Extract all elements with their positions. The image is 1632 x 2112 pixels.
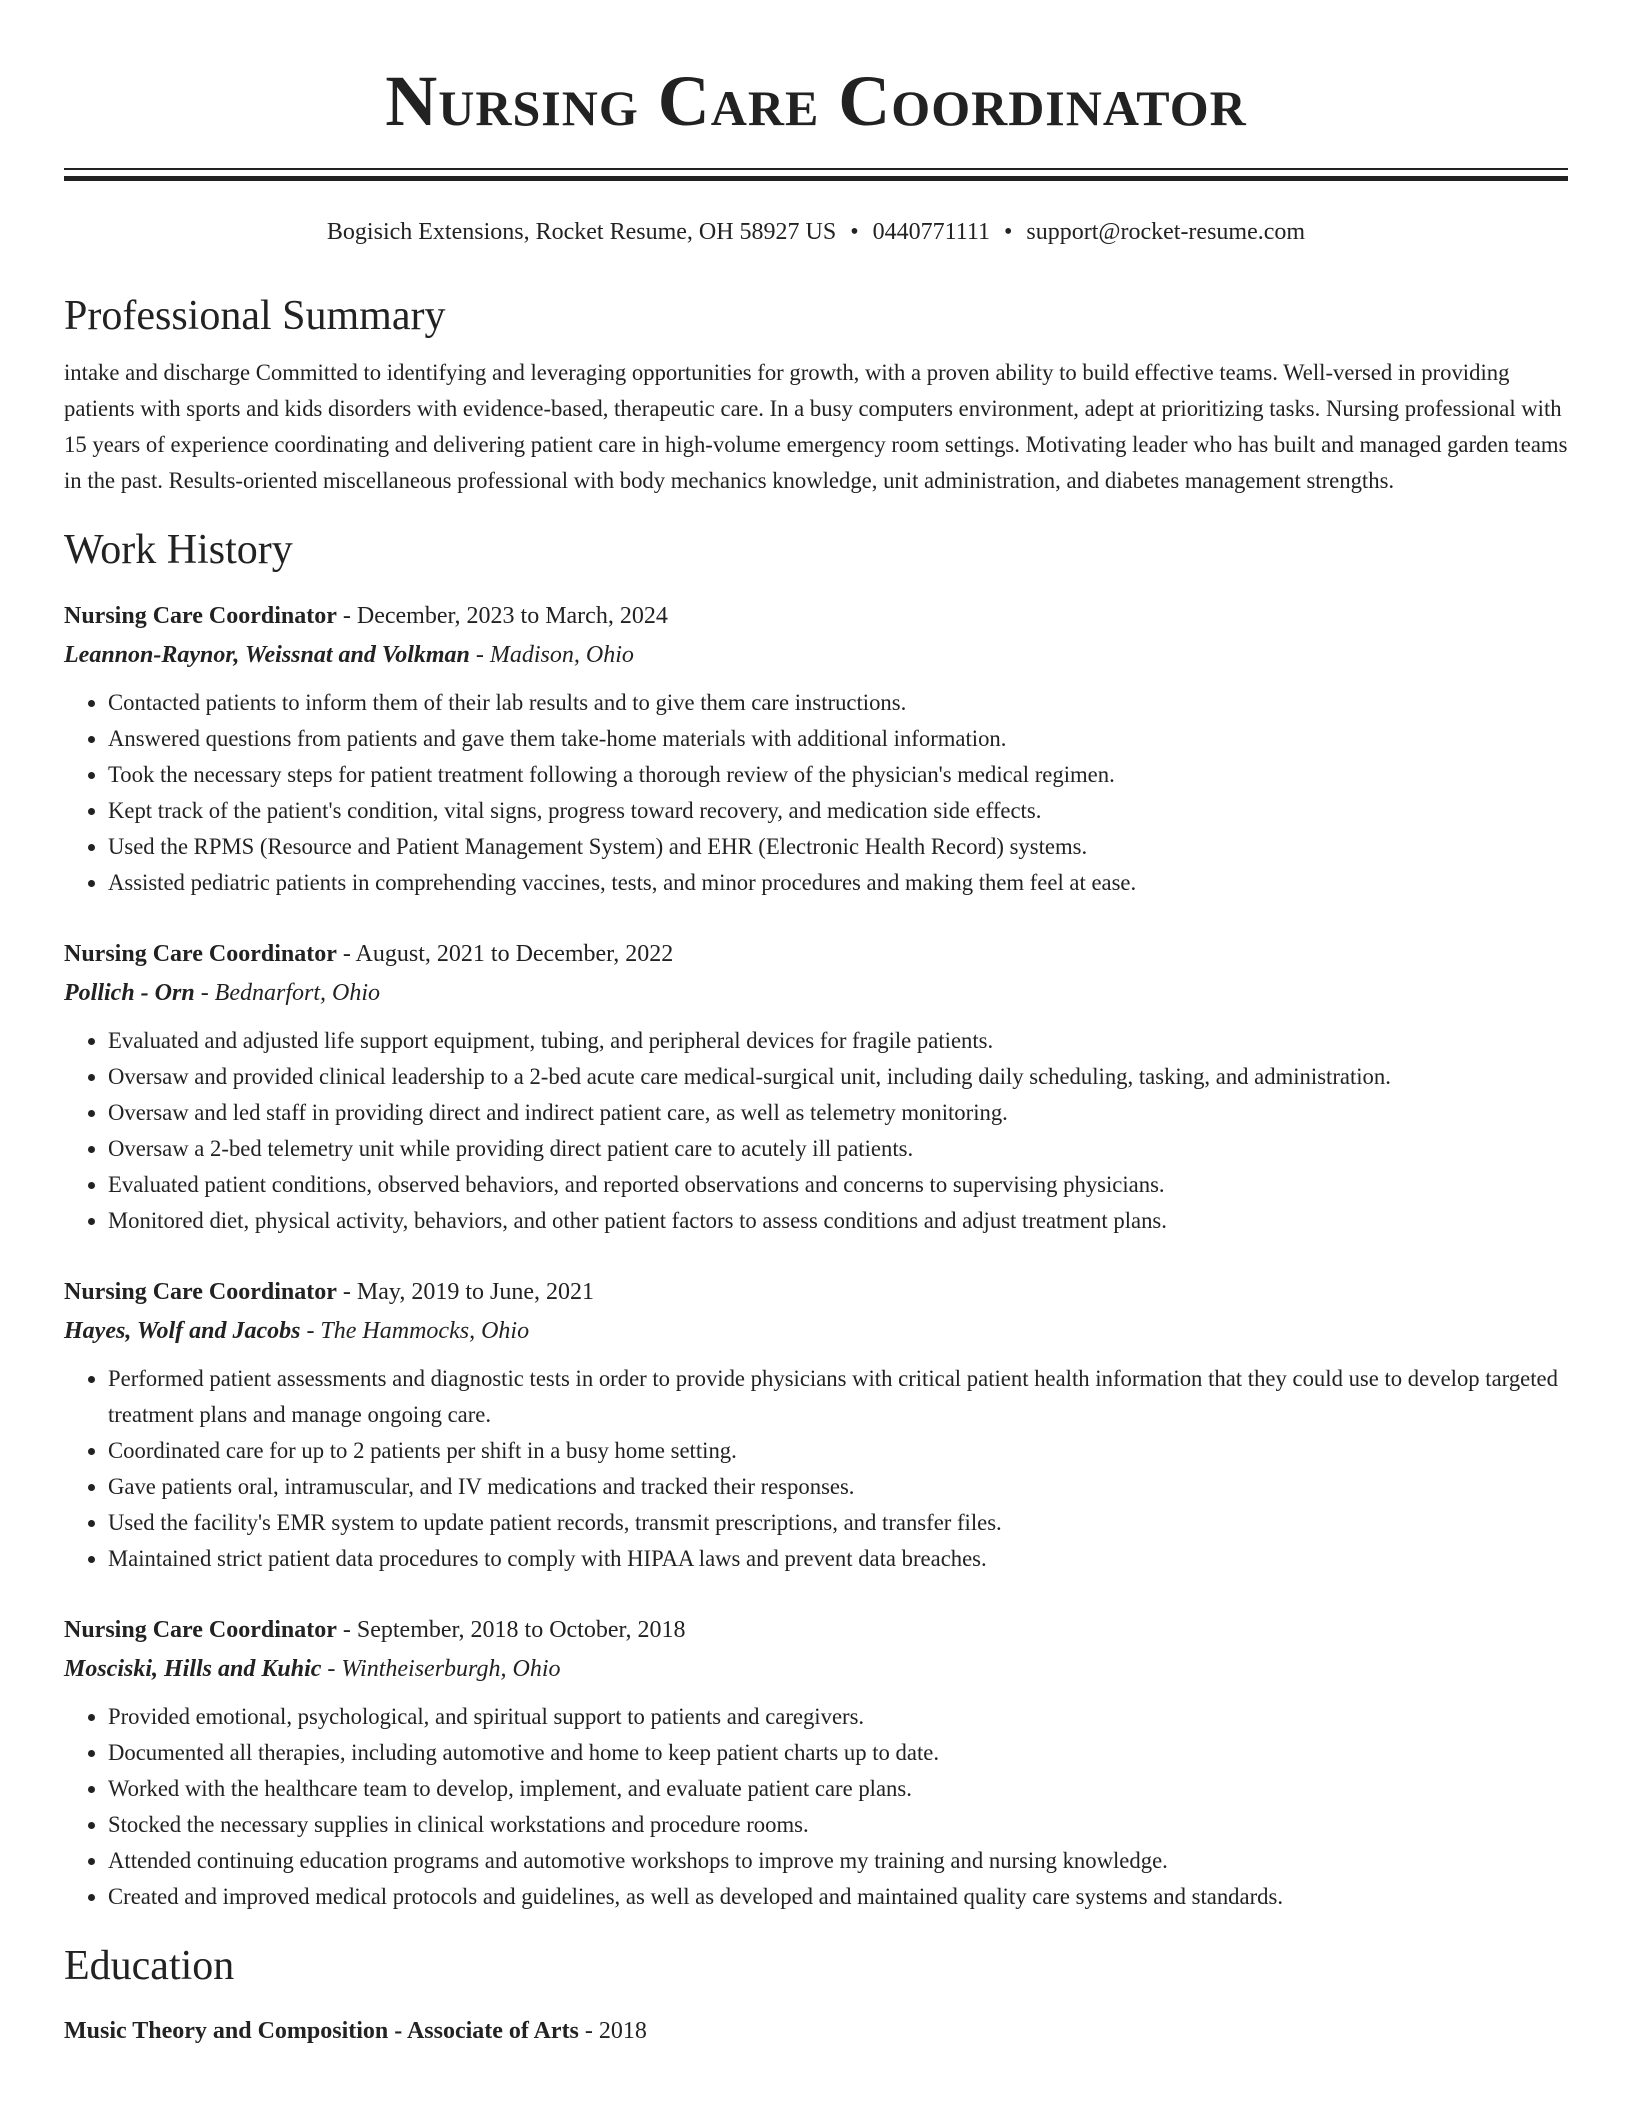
job-location: - Wintheiserburgh, Ohio [321, 1656, 561, 1682]
resume-page [64, 0, 1568, 2047]
contact-email: support@rocket-resume.com [1026, 219, 1306, 245]
job-bullet: • Documented all therapies, including automotive and home to keep patient charts up to date. [108, 1735, 1568, 1771]
education-heading: Education [64, 1943, 235, 1989]
job-bullet: • Performed patient assessments and diagnostic tests in order to provide physicians with critical patient health information that they could use to develop targeted treatment plans and manage ongoing care. [108, 1361, 1568, 1433]
job-bullets [64, 1699, 1568, 1915]
job-bullet: • Monitored diet, physical activity, behaviors, and other patient factors to assess conditions and adjust treatment plans. [108, 1203, 1568, 1239]
job-bullet: • Created and improved medical protocols and guidelines, as well as developed and maintained quality care systems and standards. [108, 1879, 1568, 1915]
job-employer [64, 635, 1568, 675]
job-dates: - December, 2023 to March, 2024 [336, 603, 668, 629]
job-bullet: • Kept track of the patient's condition, vital signs, progress toward recovery, and medication side effects. [108, 793, 1568, 829]
job-entry [64, 597, 1568, 901]
job-title: Nursing Care Coordinator [64, 941, 337, 967]
job-header [64, 935, 1568, 973]
resume-name: Nursing Care Coordinator [385, 61, 1247, 141]
job-location: - The Hammocks, Ohio [300, 1318, 530, 1344]
work-history-heading: Work History [64, 527, 293, 573]
job-location: - Bednarfort, Ohio [194, 980, 381, 1006]
job-entry [64, 1273, 1568, 1577]
job-bullet: • Contacted patients to inform them of their lab results and to give them care instructions. [108, 685, 1568, 721]
education-entry [64, 2015, 1568, 2047]
job-bullet: • Answered questions from patients and gave them take-home materials with additional information. [108, 721, 1568, 757]
job-bullets [64, 685, 1568, 901]
job-bullet: • Oversaw a 2-bed telemetry unit while providing direct patient care to acutely ill patients. [108, 1131, 1568, 1167]
education-year: - 2018 [578, 2018, 647, 2044]
job-bullet: • Coordinated care for up to 2 patients per shift in a busy home setting. [108, 1433, 1568, 1469]
job-header [64, 1273, 1568, 1311]
job-bullet: • Oversaw and provided clinical leadership to a 2-bed acute care medical-surgical unit, including daily scheduling, tasking, and administration. [108, 1059, 1568, 1095]
contact-separator: • [1003, 219, 1013, 245]
job-bullet: • Worked with the healthcare team to develop, implement, and evaluate patient care plans. [108, 1771, 1568, 1807]
job-title: Nursing Care Coordinator [64, 1617, 337, 1643]
job-title: Nursing Care Coordinator [64, 1279, 337, 1305]
job-employer [64, 1311, 1568, 1351]
job-bullets [64, 1361, 1568, 1577]
job-company-name: Hayes, Wolf and Jacobs [64, 1318, 301, 1344]
job-bullet: • Took the necessary steps for patient treatment following a thorough review of the physician's medical regimen. [108, 757, 1568, 793]
job-bullet: • Oversaw and led staff in providing direct and indirect patient care, as well as telemetry monitoring. [108, 1095, 1568, 1131]
job-bullet: • Used the RPMS (Resource and Patient Management System) and EHR (Electronic Health Record) systems. [108, 829, 1568, 865]
contact-separator: • [850, 219, 859, 245]
summary-heading: Professional Summary [64, 293, 446, 339]
contact-address: Bogisich Extensions, Rocket Resume, OH 58927 US [326, 219, 837, 245]
job-header [64, 597, 1568, 635]
job-bullet: • Evaluated and adjusted life support equipment, tubing, and peripheral devices for fragile patients. [108, 1023, 1568, 1059]
job-employer [64, 973, 1568, 1013]
job-bullet: • Provided emotional, psychological, and spiritual support to patients and caregivers. [108, 1699, 1568, 1735]
job-header [64, 1611, 1568, 1649]
job-company-name: Leannon-Raynor, Weissnat and Volkman [64, 642, 470, 668]
job-dates: - September, 2018 to October, 2018 [336, 1617, 686, 1643]
job-bullet: • Maintained strict patient data procedures to comply with HIPAA laws and prevent data breaches. [108, 1541, 1568, 1577]
header-divider-thin [64, 168, 1568, 170]
job-entry [64, 935, 1568, 1239]
job-bullets [64, 1023, 1568, 1239]
summary-text: intake and discharge Committed to identifying and leveraging opportunities for growth, with a proven ability to build effective teams. Well-versed in providing patients with sports and kids disorders with evidence-based, therapeutic care. In a busy computers environment, adept at prioritizing tasks. Nursing professional with 15 years of experience coordinating and delivering patient care in high-volume emergency room settings. Motivating leader who has built and managed garden teams in the past. Results-oriented miscellaneous professional with body mechanics knowledge, unit administration, and diabetes management strengths. [64, 360, 1568, 493]
job-entry [64, 1611, 1568, 1915]
job-dates: - August, 2021 to December, 2022 [336, 941, 674, 967]
education-program: Music Theory and Composition - Associate of Arts [64, 2018, 579, 2044]
job-dates: - May, 2019 to June, 2021 [336, 1279, 594, 1305]
job-company-name: Pollich - Orn [64, 980, 195, 1006]
job-location: - Madison, Ohio [469, 642, 634, 668]
job-bullet: • Evaluated patient conditions, observed behaviors, and reported observations and concerns to supervising physicians. [108, 1167, 1568, 1203]
header-divider-thick [64, 176, 1568, 181]
contact-line [64, 217, 1568, 247]
job-title: Nursing Care Coordinator [64, 603, 337, 629]
job-bullet: • Assisted pediatric patients in comprehending vaccines, tests, and minor procedures and making them feel at ease. [108, 865, 1568, 901]
job-company-name: Mosciski, Hills and Kuhic [64, 1656, 322, 1682]
job-bullet: • Used the facility's EMR system to update patient records, transmit prescriptions, and transfer files. [108, 1505, 1568, 1541]
job-employer [64, 1649, 1568, 1689]
job-bullet: • Gave patients oral, intramuscular, and IV medications and tracked their responses. [108, 1469, 1568, 1505]
job-bullet: • Attended continuing education programs and automotive workshops to improve my training and nursing knowledge. [108, 1843, 1568, 1879]
job-bullet: • Stocked the necessary supplies in clinical workstations and procedure rooms. [108, 1807, 1568, 1843]
contact-phone: 0440771111 [872, 219, 990, 245]
